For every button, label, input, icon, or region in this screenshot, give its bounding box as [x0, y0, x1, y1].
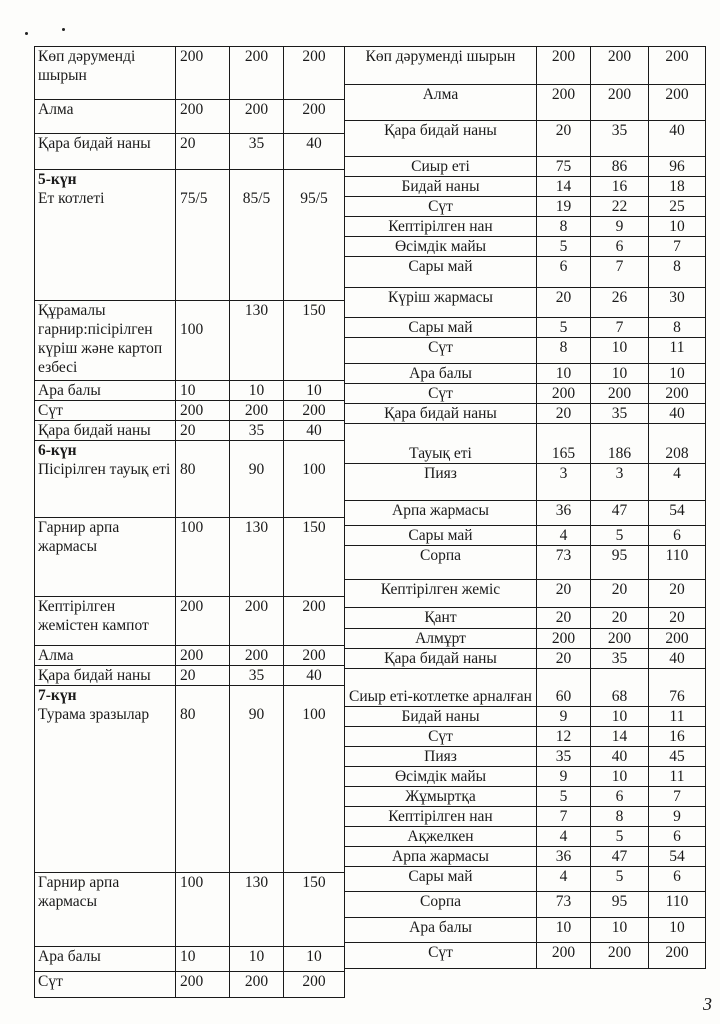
portion-value: 130	[230, 518, 284, 597]
ingredient-value: 10	[649, 364, 706, 384]
portion-value: 150	[284, 301, 345, 381]
ingredient-value: 11	[649, 338, 706, 364]
ingredient-name: Тауық етi	[345, 424, 537, 464]
ingredient-name: Сиыр етi	[345, 157, 537, 177]
ingredient-value: 200	[591, 629, 649, 649]
table-row	[345, 288, 706, 318]
ingredient-value: 40	[649, 404, 706, 424]
ingredient-value: 165	[537, 424, 591, 464]
portion-value: 200	[176, 597, 230, 646]
ingredient-value: 20	[649, 608, 706, 629]
table-row	[35, 646, 345, 666]
portion-value: 100	[176, 518, 230, 597]
table-row	[345, 237, 706, 257]
ingredient-value: 10	[591, 364, 649, 384]
page-number: 3	[703, 994, 712, 1014]
portion-value: 200	[176, 47, 230, 100]
ingredient-value: 18	[649, 177, 706, 197]
portion-value: 35	[230, 134, 284, 170]
dish-name-cell	[35, 518, 176, 597]
dish-name-cell	[35, 381, 176, 401]
ingredient-name: Сорпа	[345, 892, 537, 918]
ingredient-value: 86	[591, 157, 649, 177]
dish-name: Қара бидай наны	[38, 135, 151, 152]
ingredient-value: 8	[537, 217, 591, 237]
ingredient-value: 200	[591, 47, 649, 85]
table-row	[345, 580, 706, 608]
ingredient-value: 4	[537, 827, 591, 847]
ingredient-value: 7	[591, 257, 649, 288]
table-row	[345, 943, 706, 969]
scan-speck	[62, 28, 65, 31]
table-row	[345, 867, 706, 892]
portion-value: 200	[284, 401, 345, 421]
ingredient-value: 47	[591, 847, 649, 867]
portion-value: 200	[284, 597, 345, 646]
portion-value: 100	[284, 686, 345, 873]
dish-name-cell	[35, 646, 176, 666]
ingredient-name: Ақжелкен	[345, 827, 537, 847]
ingredient-value: 110	[649, 892, 706, 918]
table-row	[35, 401, 345, 421]
table-row	[35, 421, 345, 441]
dish-name: Көп дәрумендi шырын	[38, 48, 136, 84]
table-row	[345, 47, 706, 85]
portion-value: 10	[176, 381, 230, 401]
portion-value: 200	[230, 646, 284, 666]
portion-value: 40	[284, 421, 345, 441]
ingredient-value: 95	[591, 546, 649, 580]
ingredient-name: Сары май	[345, 526, 537, 546]
table-row	[345, 787, 706, 807]
ingredient-value: 5	[537, 318, 591, 338]
ingredient-name: Кептiрiлген жемiс	[345, 580, 537, 608]
portion-value: 200	[284, 646, 345, 666]
ingredient-value: 200	[537, 85, 591, 121]
ingredient-value: 200	[649, 629, 706, 649]
portion-value: 10	[284, 947, 345, 972]
portion-value: 200	[230, 597, 284, 646]
portion-value: 200	[176, 972, 230, 998]
ingredient-value: 10	[591, 918, 649, 943]
ingredient-name: Пияз	[345, 747, 537, 767]
ingredient-value: 35	[591, 121, 649, 157]
dish-name-cell	[35, 134, 176, 170]
ingredient-value: 9	[537, 707, 591, 727]
table-row	[35, 301, 345, 381]
ingredient-value: 16	[591, 177, 649, 197]
table-row	[345, 727, 706, 747]
ingredient-value: 16	[649, 727, 706, 747]
ingredient-value: 73	[537, 892, 591, 918]
ingredient-value: 200	[537, 629, 591, 649]
ingredient-value: 10	[591, 338, 649, 364]
dish-name-cell	[35, 170, 176, 301]
dish-name-cell	[35, 686, 176, 873]
portion-value: 35	[230, 421, 284, 441]
table-row	[345, 501, 706, 526]
ingredient-value: 10	[591, 767, 649, 787]
ingredient-value: 186	[591, 424, 649, 464]
ingredient-name: Арпа жармасы	[345, 501, 537, 526]
ingredient-value: 7	[649, 237, 706, 257]
portion-value: 75/5	[176, 170, 230, 301]
ingredient-value: 5	[591, 827, 649, 847]
portion-value: 200	[284, 972, 345, 998]
ingredient-value: 7	[537, 807, 591, 827]
dish-name: Құрамалы гарнир:пiсiрiлген күрiш және картоп езбесi	[38, 302, 163, 376]
table-row	[35, 134, 345, 170]
ingredient-name: Кептiрiлген нан	[345, 217, 537, 237]
ingredient-value: 30	[649, 288, 706, 318]
ingredient-value: 76	[649, 669, 706, 707]
dish-name: Ет котлетi	[38, 190, 105, 207]
ingredient-value: 20	[591, 608, 649, 629]
ingredient-value: 5	[591, 526, 649, 546]
ingredient-value: 9	[537, 767, 591, 787]
ingredient-value: 8	[649, 318, 706, 338]
ingredient-value: 20	[649, 580, 706, 608]
dish-name: Алма	[38, 101, 74, 118]
portion-value: 200	[284, 100, 345, 134]
portion-value: 40	[284, 666, 345, 686]
ingredient-value: 6	[537, 257, 591, 288]
ingredient-value: 54	[649, 501, 706, 526]
ingredient-value: 45	[649, 747, 706, 767]
ingredient-name: Жұмыртқа	[345, 787, 537, 807]
ingredient-name: Өсiмдiк майы	[345, 237, 537, 257]
menu-table-left	[34, 46, 345, 998]
table-row	[345, 707, 706, 727]
dish-name: Ара балы	[38, 948, 101, 965]
portion-value: 85/5	[230, 170, 284, 301]
table-row	[35, 873, 345, 947]
ingredient-value: 3	[591, 464, 649, 501]
portion-value: 130	[230, 301, 284, 381]
table-row	[345, 197, 706, 217]
ingredient-value: 54	[649, 847, 706, 867]
ingredient-value: 95	[591, 892, 649, 918]
table-row	[345, 629, 706, 649]
ingredient-value: 10	[591, 707, 649, 727]
table-row	[345, 546, 706, 580]
ingredient-value: 5	[591, 867, 649, 892]
ingredient-name: Пияз	[345, 464, 537, 501]
ingredient-value: 25	[649, 197, 706, 217]
ingredient-value: 200	[649, 85, 706, 121]
table-row	[345, 767, 706, 787]
day-heading: 7-күн	[38, 687, 77, 704]
ingredient-value: 20	[537, 580, 591, 608]
ingredient-value: 60	[537, 669, 591, 707]
ingredient-name: Алмұрт	[345, 629, 537, 649]
ingredient-value: 9	[591, 217, 649, 237]
portion-value: 35	[230, 666, 284, 686]
dish-name-cell	[35, 441, 176, 518]
portion-value: 95/5	[284, 170, 345, 301]
dish-name: Гарнир арпа жармасы	[38, 874, 120, 910]
ingredient-value: 26	[591, 288, 649, 318]
portion-value: 200	[176, 100, 230, 134]
portion-value: 200	[230, 401, 284, 421]
ingredient-value: 6	[591, 787, 649, 807]
ingredient-value: 14	[591, 727, 649, 747]
ingredient-value: 4	[649, 464, 706, 501]
table-row	[345, 892, 706, 918]
table-row	[345, 608, 706, 629]
ingredient-name: Көп дәрумендi шырын	[345, 47, 537, 85]
table-row	[35, 972, 345, 998]
ingredient-value: 3	[537, 464, 591, 501]
table-row	[345, 177, 706, 197]
dish-name-cell	[35, 666, 176, 686]
ingredient-name: Сүт	[345, 338, 537, 364]
ingredient-value: 6	[591, 237, 649, 257]
ingredient-name: Сиыр етi-котлетке арналған	[345, 669, 537, 707]
dish-name: Сүт	[38, 973, 63, 990]
table-row	[345, 464, 706, 501]
ingredient-value: 36	[537, 501, 591, 526]
ingredient-value: 14	[537, 177, 591, 197]
dish-name-cell	[35, 301, 176, 381]
portion-value: 100	[176, 301, 230, 381]
ingredient-value: 96	[649, 157, 706, 177]
ingredient-value: 40	[649, 649, 706, 669]
ingredient-value: 20	[537, 404, 591, 424]
ingredient-value: 200	[649, 47, 706, 85]
table-row	[345, 157, 706, 177]
ingredient-value: 20	[537, 649, 591, 669]
ingredient-value: 4	[537, 526, 591, 546]
ingredient-value: 4	[537, 867, 591, 892]
ingredient-name: Сары май	[345, 867, 537, 892]
table-row	[345, 918, 706, 943]
portion-value: 200	[230, 972, 284, 998]
dish-name-cell	[35, 873, 176, 947]
ingredient-value: 200	[591, 943, 649, 969]
ingredient-value: 200	[537, 943, 591, 969]
ingredient-name: Ара балы	[345, 364, 537, 384]
ingredient-value: 11	[649, 707, 706, 727]
ingredient-name: Бидай наны	[345, 707, 537, 727]
table-row	[345, 217, 706, 237]
ingredient-name: Сорпа	[345, 546, 537, 580]
ingredient-value: 22	[591, 197, 649, 217]
table-row	[35, 441, 345, 518]
table-row	[345, 404, 706, 424]
portion-value: 90	[230, 686, 284, 873]
dish-name: Алма	[38, 647, 74, 664]
ingredient-name: Ара балы	[345, 918, 537, 943]
dish-name-cell	[35, 972, 176, 998]
table-row	[345, 424, 706, 464]
table-row	[345, 847, 706, 867]
day-heading: 5-күн	[38, 171, 77, 188]
ingredient-value: 20	[591, 580, 649, 608]
portion-value: 100	[176, 873, 230, 947]
ingredient-value: 10	[537, 364, 591, 384]
table-row	[35, 947, 345, 972]
dish-name: Кептiрiлген жемiстен кампот	[38, 598, 149, 634]
dish-name: Ара балы	[38, 382, 101, 399]
table-row	[345, 384, 706, 404]
ingredient-value: 208	[649, 424, 706, 464]
portion-value: 10	[230, 381, 284, 401]
ingredient-name: Қара бидай наны	[345, 121, 537, 157]
dish-name-cell	[35, 401, 176, 421]
ingredient-value: 68	[591, 669, 649, 707]
ingredient-value: 5	[537, 787, 591, 807]
portion-value: 200	[176, 401, 230, 421]
ingredient-name: Бидай наны	[345, 177, 537, 197]
ingredient-value: 12	[537, 727, 591, 747]
ingredient-value: 200	[591, 85, 649, 121]
ingredient-name: Сары май	[345, 257, 537, 288]
table-row	[345, 338, 706, 364]
ingredient-name: Өсiмдiк майы	[345, 767, 537, 787]
portion-value: 200	[230, 100, 284, 134]
table-row	[345, 121, 706, 157]
ingredient-value: 6	[649, 526, 706, 546]
ingredient-name: Қара бидай наны	[345, 649, 537, 669]
ingredient-name: Сүт	[345, 384, 537, 404]
ingredient-value: 5	[537, 237, 591, 257]
ingredient-value: 6	[649, 827, 706, 847]
ingredient-value: 6	[649, 867, 706, 892]
ingredient-value: 40	[649, 121, 706, 157]
ingredient-value: 8	[649, 257, 706, 288]
dish-name-cell	[35, 421, 176, 441]
portion-value: 150	[284, 873, 345, 947]
dish-name: Турама зразылар	[38, 706, 150, 723]
portion-value: 90	[230, 441, 284, 518]
scan-speck	[25, 32, 28, 35]
ingredient-name: Күрiш жармасы	[345, 288, 537, 318]
ingredient-value: 200	[649, 943, 706, 969]
table-row	[345, 649, 706, 669]
table-row	[345, 669, 706, 707]
ingredient-value: 75	[537, 157, 591, 177]
ingredient-value: 8	[591, 807, 649, 827]
table-row	[35, 518, 345, 597]
portion-value: 150	[284, 518, 345, 597]
dish-name: Қара бидай наны	[38, 667, 151, 684]
ingredient-value: 10	[649, 918, 706, 943]
ingredient-value: 47	[591, 501, 649, 526]
ingredient-value: 35	[591, 404, 649, 424]
table-row	[35, 170, 345, 301]
dish-name: Пiсiрiлген тауық етi	[38, 461, 171, 478]
portion-value: 10	[284, 381, 345, 401]
day-heading: 6-күн	[38, 442, 77, 459]
table-row	[345, 526, 706, 546]
table-row	[35, 597, 345, 646]
ingredient-name: Сүт	[345, 943, 537, 969]
portion-value: 10	[176, 947, 230, 972]
portion-value: 100	[284, 441, 345, 518]
portion-value: 200	[284, 47, 345, 100]
portion-value: 130	[230, 873, 284, 947]
table-row	[35, 686, 345, 873]
ingredient-value: 36	[537, 847, 591, 867]
ingredient-value: 9	[649, 807, 706, 827]
portion-value: 20	[176, 421, 230, 441]
portion-value: 10	[230, 947, 284, 972]
ingredient-value: 35	[537, 747, 591, 767]
dish-name-cell	[35, 47, 176, 100]
table-row	[345, 85, 706, 121]
table-row	[345, 747, 706, 767]
ingredient-value: 10	[649, 217, 706, 237]
portion-value: 80	[176, 441, 230, 518]
ingredient-value: 73	[537, 546, 591, 580]
table-row	[345, 364, 706, 384]
ingredient-value: 200	[537, 47, 591, 85]
ingredient-value: 19	[537, 197, 591, 217]
dish-name: Гарнир арпа жармасы	[38, 519, 120, 555]
ingredient-name: Арпа жармасы	[345, 847, 537, 867]
ingredient-name: Сүт	[345, 197, 537, 217]
portion-value: 40	[284, 134, 345, 170]
ingredient-name: Сүт	[345, 727, 537, 747]
ingredient-value: 7	[649, 787, 706, 807]
ingredient-name: Сары май	[345, 318, 537, 338]
ingredient-value: 200	[537, 384, 591, 404]
table-row	[35, 47, 345, 100]
ingredient-value: 7	[591, 318, 649, 338]
ingredient-name: Қант	[345, 608, 537, 629]
portion-value: 200	[230, 47, 284, 100]
ingredient-value: 8	[537, 338, 591, 364]
menu-table-right	[344, 46, 706, 969]
ingredient-value: 200	[649, 384, 706, 404]
dish-name-cell	[35, 597, 176, 646]
ingredient-value: 110	[649, 546, 706, 580]
ingredient-value: 10	[537, 918, 591, 943]
table-row	[35, 381, 345, 401]
table-row	[345, 807, 706, 827]
portion-value: 20	[176, 666, 230, 686]
ingredient-value: 35	[591, 649, 649, 669]
dish-name: Қара бидай наны	[38, 422, 151, 439]
ingredient-value: 20	[537, 288, 591, 318]
ingredient-name: Кептiрiлген нан	[345, 807, 537, 827]
dish-name: Сүт	[38, 402, 63, 419]
table-row	[35, 666, 345, 686]
ingredient-value: 200	[591, 384, 649, 404]
ingredient-name: Алма	[345, 85, 537, 121]
portion-value: 200	[176, 646, 230, 666]
dish-name-cell	[35, 100, 176, 134]
table-row	[35, 100, 345, 134]
ingredient-value: 20	[537, 608, 591, 629]
ingredient-value: 11	[649, 767, 706, 787]
table-row	[345, 318, 706, 338]
portion-value: 80	[176, 686, 230, 873]
table-row	[345, 827, 706, 847]
ingredient-name: Қара бидай наны	[345, 404, 537, 424]
table-row	[345, 257, 706, 288]
ingredient-value: 40	[591, 747, 649, 767]
dish-name-cell	[35, 947, 176, 972]
portion-value: 20	[176, 134, 230, 170]
ingredient-value: 20	[537, 121, 591, 157]
